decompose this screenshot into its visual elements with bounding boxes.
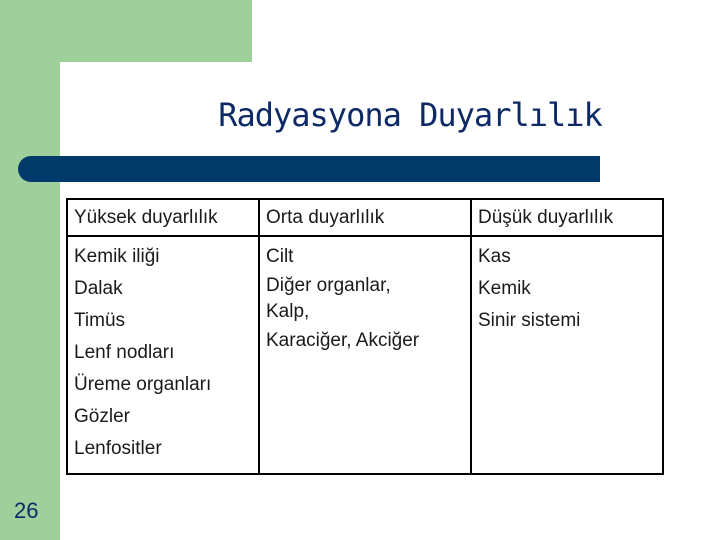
high-sensitivity-cell [67, 236, 259, 474]
list-item: Kas [478, 246, 511, 267]
table-header-row [67, 199, 663, 236]
title-underline-bar [18, 156, 600, 182]
list-item: Kemik [478, 278, 531, 299]
list-item: Diğer organlar, [266, 275, 391, 296]
header-high-sensitivity: Yüksek duyarlılık [67, 199, 259, 236]
list-item: Gözler [74, 406, 130, 427]
low-sensitivity-cell [471, 236, 663, 474]
slide-title: Radyasyona Duyarlılık [218, 96, 602, 134]
list-item: Lenfositler [74, 438, 162, 459]
list-item: Dalak [74, 278, 123, 299]
table-row [67, 236, 663, 474]
list-item: Karaciğer, Akciğer [266, 330, 420, 351]
list-item: Kemik iliği [74, 246, 160, 267]
header-low-sensitivity: Düşük duyarlılık [471, 199, 663, 236]
list-item: Lenf nodları [74, 342, 175, 363]
list-item: Kalp, [266, 301, 310, 322]
left-green-band [0, 0, 60, 540]
list-item: Cilt [266, 246, 294, 267]
list-item: Sinir sistemi [478, 310, 581, 331]
list-item: Üreme organları [74, 374, 212, 395]
list-item: Timüs [74, 310, 126, 331]
medium-sensitivity-cell [259, 236, 471, 474]
top-green-band [0, 0, 252, 62]
radiation-sensitivity-table [66, 198, 664, 475]
header-medium-sensitivity: Orta duyarlılık [259, 199, 471, 236]
slide-number: 26 [14, 498, 39, 523]
